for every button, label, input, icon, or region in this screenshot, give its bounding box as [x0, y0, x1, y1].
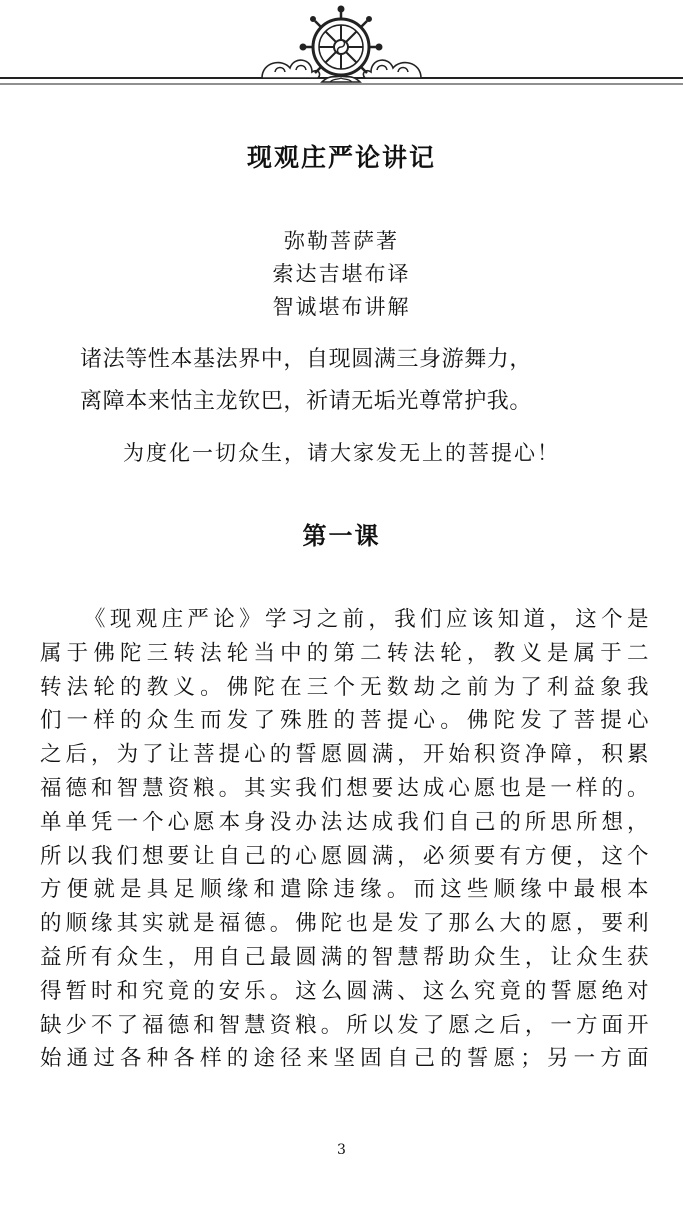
paragraph-line: 所以我们想要让自己的心愿圆满，必须要有方便，这个 [40, 843, 650, 869]
page-number: 3 [337, 1142, 346, 1158]
paragraph-line: 福德和智慧资粮。其实我们想要达成心愿也是一样的。 [40, 775, 650, 801]
paragraph-line: 方便就是具足顺缘和遣除违缘。而这些顺缘中最根本 [40, 877, 650, 903]
paragraph-line: 益所有众生，用自己最圆满的智慧帮助众生，让众生获 [40, 944, 650, 970]
paragraph-line: 的顺缘其实就是福德。佛陀也是发了那么大的愿，要利 [40, 911, 650, 937]
header-ornament [0, 0, 683, 100]
lesson-title: 第一课 [302, 522, 381, 550]
paragraph-line: 属于佛陀三转法轮当中的第二转法轮，教义是属于二 [40, 640, 650, 666]
paragraph-line: 始通过各种各样的途径来坚固自己的誓愿；另一方面 [40, 1046, 650, 1072]
paragraph-line: 单单凭一个心愿本身没办法达成我们自己的所思所想， [40, 809, 650, 835]
document-title: 现观庄严论讲记 [246, 143, 436, 172]
verse-line: 诸法等性本基法界中，自现圆满三身游舞力， [80, 347, 533, 372]
translator-credit: 索达吉堪布译 [272, 262, 411, 286]
paragraph-line: 们一样的众生而发了殊胜的菩提心。佛陀发了菩提心 [40, 708, 650, 734]
lecturer-credit: 智诚堪布讲解 [272, 295, 411, 319]
author-credit: 弥勒菩萨著 [284, 229, 399, 253]
paragraph-line: 《现观庄严论》学习之前，我们应该知道，这个是 [84, 607, 650, 632]
header-ornament-svg [0, 0, 683, 100]
bodhicitta-line: 为度化一切众生，请大家发无上的菩提心！ [123, 441, 560, 465]
paragraph-line: 得暂时和究竟的安乐。这么圆满、这么究竟的誓愿绝对 [40, 978, 650, 1004]
verse-line: 离障本来怙主龙钦巴，祈请无垢光尊常护我。 [80, 389, 533, 414]
paragraph-line: 缺少不了福德和智慧资粮。所以发了愿之后，一方面开 [40, 1012, 650, 1038]
paragraph-line: 之后，为了让菩提心的誓愿圆满，开始积资净障，积累 [40, 742, 650, 768]
body-paragraph [40, 603, 650, 1076]
paragraph-line: 转法轮的教义。佛陀在三个无数劫之前为了利益象我 [40, 674, 650, 700]
